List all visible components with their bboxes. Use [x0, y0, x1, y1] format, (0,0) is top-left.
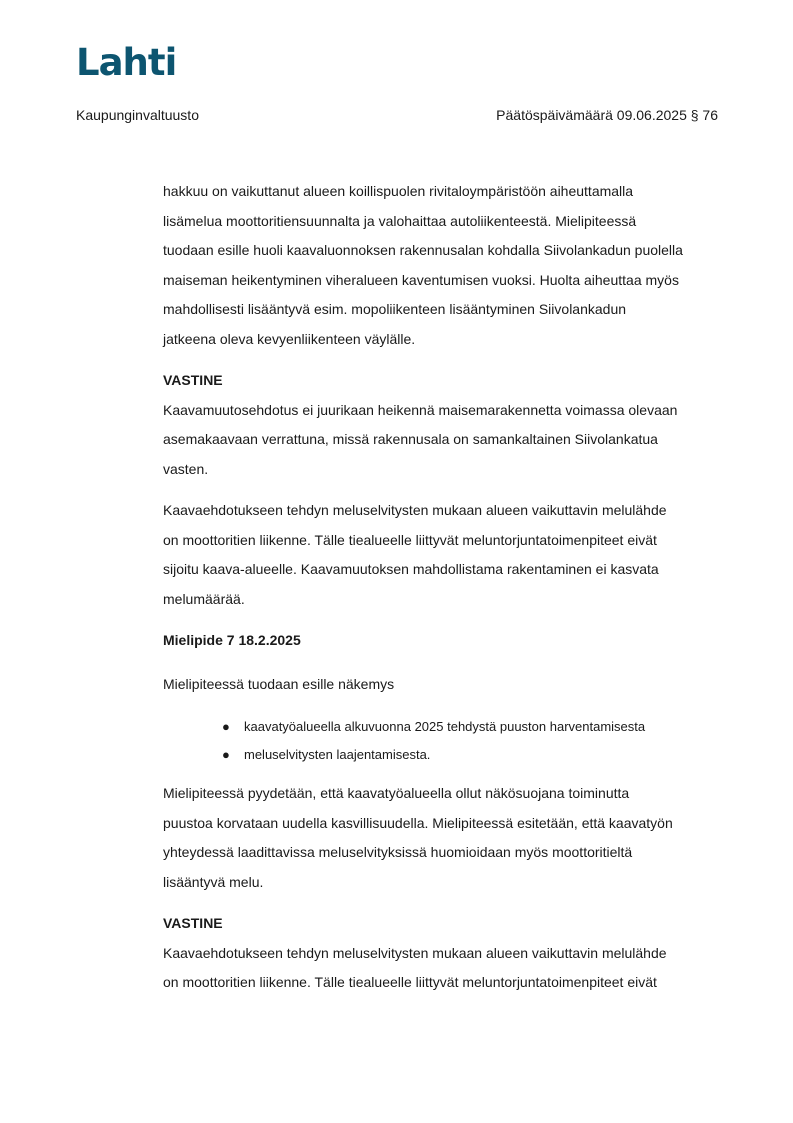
text-line: lisämelua moottoritiensuunnalta ja valohaittaa autoliikenteestä. Mielipiteessä	[163, 212, 637, 229]
text-line: sijoitu kaava-alueelle. Kaavamuutoksen mahdollistama rakentaminen ei kasvata	[163, 561, 659, 577]
text-line: tuodaan esille huoli kaavaluonnoksen rakennusalan kohdalla Siivolankadun puolella	[163, 242, 683, 258]
paragraph-intro	[163, 177, 723, 354]
list-item-text: meluselvitysten laajentamisesta.	[244, 747, 431, 762]
vastine-heading: VASTINE	[163, 915, 223, 931]
vastine-paragraph-noise	[163, 496, 723, 614]
list-item	[222, 741, 723, 769]
text-line: Kaavamuutosehdotus ei juurikaan heikennä maisemarakennetta voimassa olevaan	[163, 401, 678, 418]
text-line: Kaavaehdotukseen tehdyn meluselvitysten mukaan alueen vaikuttavin melulähde	[163, 502, 667, 518]
text-line: on moottoritien liikenne. Tälle tiealueelle liittyvät meluntorjuntatoimenpiteet eivät	[163, 974, 657, 990]
text-line: on moottoritien liikenne. Tälle tiealueelle liittyvät meluntorjuntatoimenpiteet eivät	[163, 531, 657, 548]
text-line: vasten.	[163, 460, 209, 477]
list-item-text: kaavatyöalueella alkuvuonna 2025 tehdystä puuston harventamisesta	[244, 719, 646, 734]
text-line: jatkeena oleva kevyenliikenteen väylälle.	[163, 330, 416, 347]
lahti-logo: Lahti	[76, 41, 177, 84]
paragraph-request	[163, 779, 723, 897]
mielipide-intro: Mielipiteessä tuodaan esille näkemys	[163, 675, 395, 692]
bullet-list	[163, 713, 723, 769]
vastine-paragraph	[163, 939, 723, 998]
text-line: yhteydessä laadittavissa meluselvityksissä huomioidaan myös moottoritieltä	[163, 844, 633, 860]
vastine-paragraph	[163, 396, 723, 485]
text-line: Kaavaehdotukseen tehdyn meluselvitysten mukaan alueen vaikuttavin melulähde	[163, 944, 667, 961]
document-body	[163, 177, 723, 998]
text-line: mahdollisesti lisääntyvä esim. mopoliikenteen lisääntyminen Siivolankadun	[163, 301, 627, 317]
text-line: melumäärää.	[163, 590, 245, 607]
mielipide-heading: Mielipide 7 18.2.2025	[163, 632, 301, 648]
text-line: lisääntyvä melu.	[163, 873, 264, 890]
text-line: puustoa korvataan uudella kasvillisuudella. Mielipiteessä esitetään, että kaavatyön	[163, 814, 673, 831]
text-line: asemakaavaan verrattuna, missä rakennusala on samankaltainen Siivolankatua	[163, 431, 658, 447]
bullet-dot-icon: ●	[222, 747, 230, 762]
text-line: Mielipiteessä pyydetään, että kaavatyöalueella ollut näkösuojana toiminutta	[163, 785, 630, 801]
list-item	[222, 713, 723, 741]
header-organ: Kaupunginvaltuusto	[76, 107, 199, 123]
vastine-heading: VASTINE	[163, 372, 223, 388]
bullet-dot-icon: ●	[222, 719, 230, 734]
text-line: hakkuu on vaikuttanut alueen koillispuolen rivitaloympäristöön aiheuttamalla	[163, 183, 634, 199]
header-decision-date: Päätöspäivämäärä 09.06.2025 § 76	[496, 107, 718, 123]
text-line: maiseman heikentyminen viheralueen kaventumisen vuoksi. Huolta aiheuttaa myös	[163, 271, 679, 288]
